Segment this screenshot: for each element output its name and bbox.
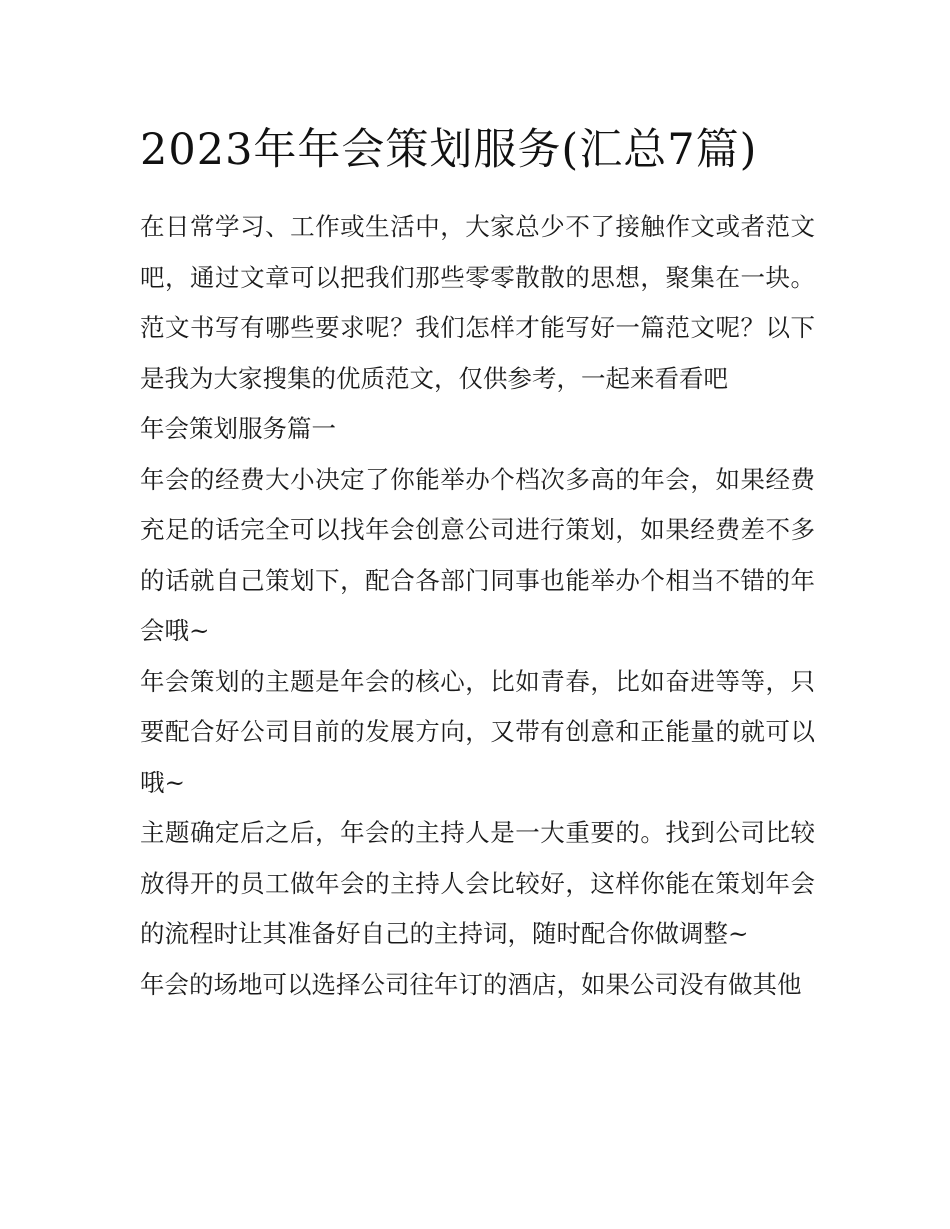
intro-paragraph: 在日常学习、工作或生活中，大家总少不了接触作文或者范文吧，通过文章可以把我们那些零零散散的思想，聚集在一块。范文书写有哪些要求呢？我们怎样才能写好一篇范文呢？以下是我为大家搜集的优质范文，仅供参考，一起来看看吧 <box>140 212 815 393</box>
section-heading: 年会策划服务篇一 <box>140 414 336 443</box>
document-content <box>140 112 815 1010</box>
body-paragraph-budget: 年会的经费大小决定了你能举办个档次多高的年会，如果经费充足的话完全可以找年会创意公司进行策划，如果经费差不多的话就自己策划下，配合各部门同事也能举办个相当不错的年会哦~ <box>140 464 815 645</box>
body-paragraph-host: 主题确定后之后，年会的主持人是一大重要的。找到公司比较放得开的员工做年会的主持人会比较好，这样你能在策划年会的流程时让其准备好自己的主持词，随时配合你做调整~ <box>140 818 815 948</box>
body-paragraph-venue: 年会的场地可以选择公司往年订的酒店，如果公司没有做其他 <box>140 969 802 999</box>
body-paragraph-theme: 年会策划的主题是年会的核心，比如青春，比如奋进等等，只要配合好公司目前的发展方向，又带有创意和正能量的就可以哦~ <box>140 666 815 797</box>
document-title: 2023年年会策划服务(汇总7篇) <box>140 125 758 175</box>
